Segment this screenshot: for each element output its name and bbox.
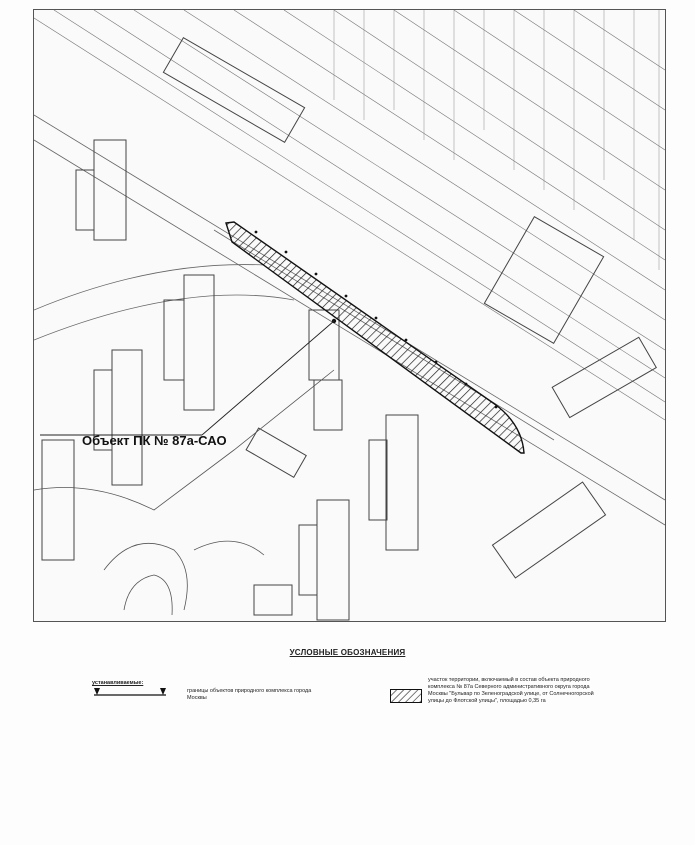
buildings <box>42 38 656 620</box>
object-label: Объект ПК № 87а-САО <box>82 433 227 448</box>
callout-leader <box>40 321 334 435</box>
map-frame <box>33 9 666 622</box>
legend-title: УСЛОВНЫЕ ОБОЗНАЧЕНИЯ <box>289 648 406 657</box>
cadastral-map <box>34 10 665 621</box>
track-verticals <box>334 10 659 270</box>
legend-established-label: устанавливаемые: <box>92 680 144 686</box>
hatch-legend-text: участок территории, включаемый в состав объекта природного комплекса № 87а Северного административного округа города Москвы "Бульвар по Зеленоградской улице, от Солнечногорской улицы до Флотской улицы", площадью 0,35 га <box>428 677 594 704</box>
railway-lines <box>34 10 665 420</box>
hatch-area-symbol <box>390 689 422 703</box>
boundary-line-symbol <box>92 686 168 700</box>
hatched-object-area <box>226 222 524 453</box>
boundary-legend-text: границы объектов природного комплекса города Москвы <box>187 688 312 701</box>
